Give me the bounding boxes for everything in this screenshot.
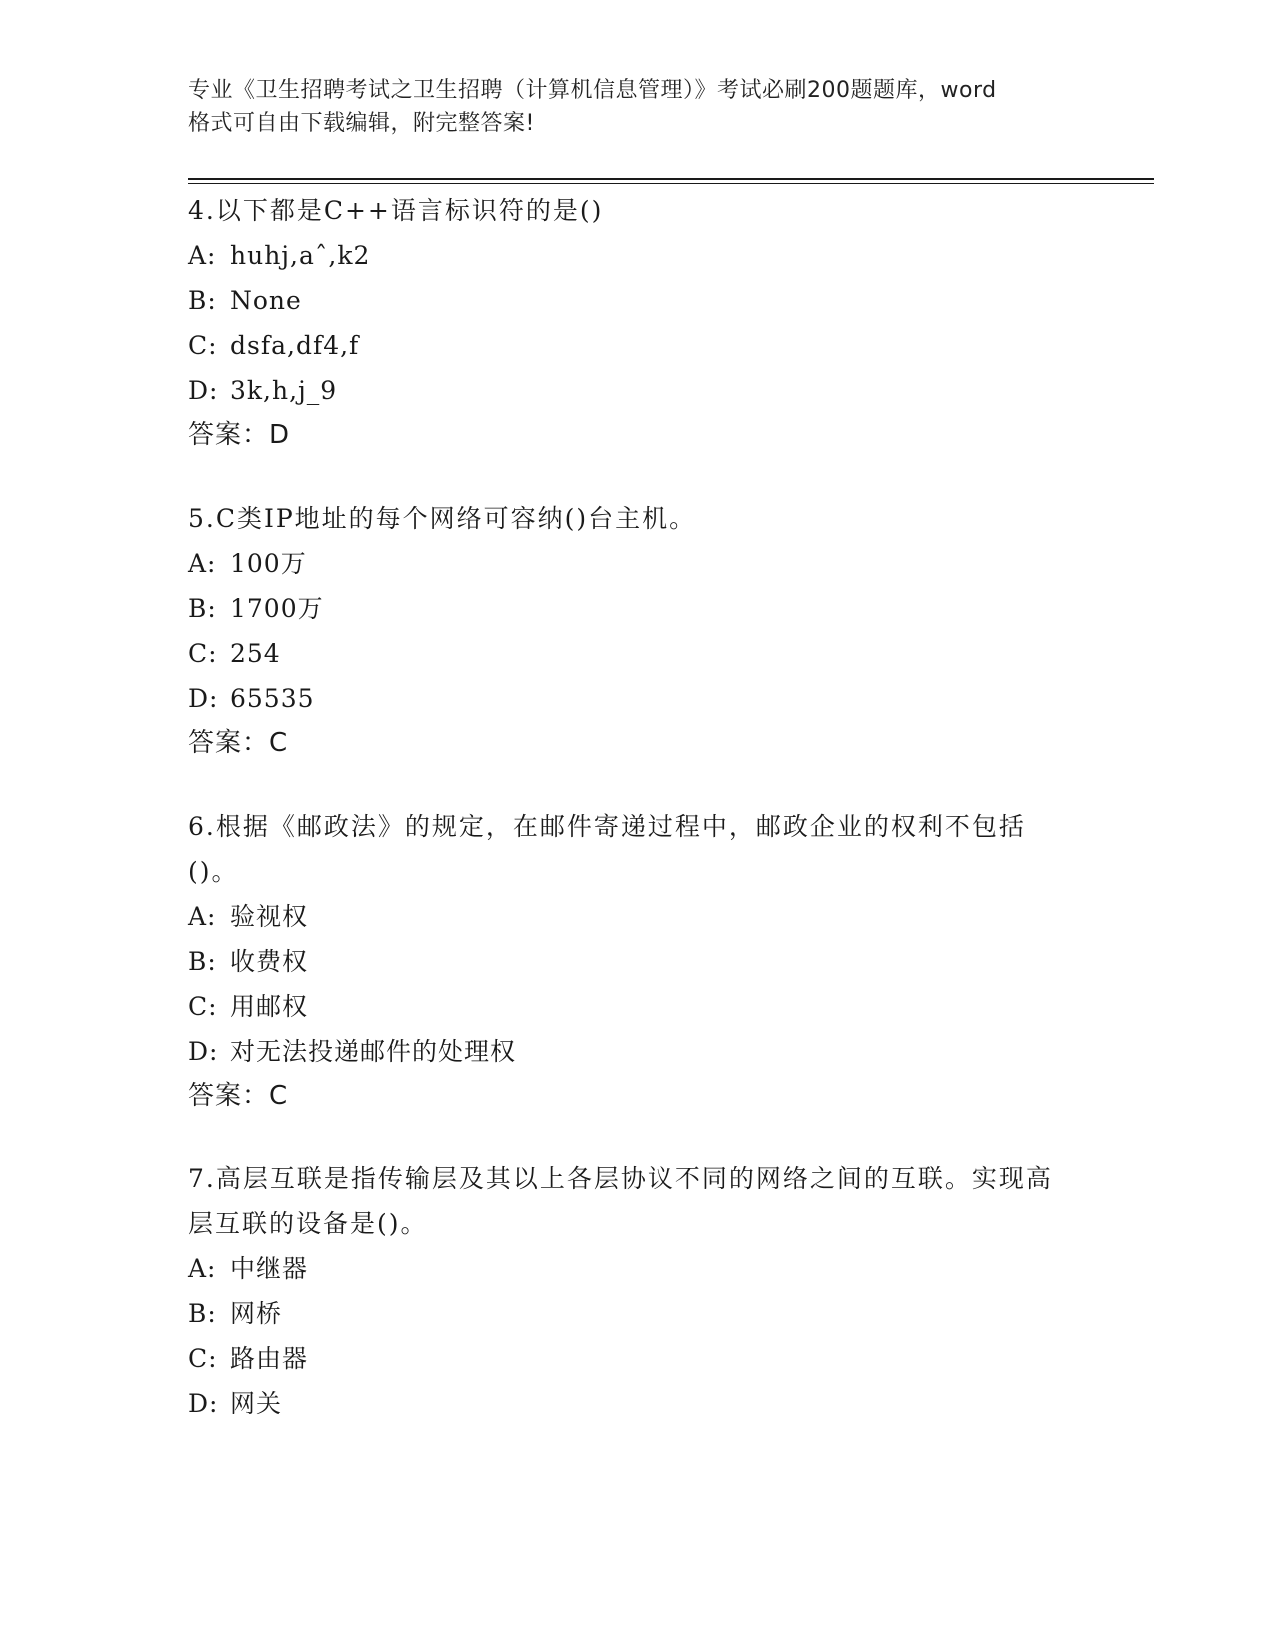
header-rule-thin <box>188 183 1154 184</box>
option-label: D: <box>188 376 219 405</box>
header-rule-thick <box>188 178 1154 180</box>
option-c <box>188 323 1068 368</box>
option-d <box>188 1381 1068 1426</box>
option-label: B: <box>188 1299 217 1328</box>
option-label: A: <box>188 1254 217 1283</box>
option-a <box>188 1246 1068 1291</box>
option-d <box>188 368 1068 413</box>
option-text: 网关 <box>230 1389 283 1418</box>
header-line-2: 格式可自由下载编辑，附完整答案! <box>188 111 535 136</box>
question-stem: 7.高层互联是指传输层及其以上各层协议不同的网络之间的互联。实现高层互联的设备是()。 <box>188 1164 1053 1238</box>
question-4 <box>188 188 1068 458</box>
answer-line: 答案：C <box>188 728 289 758</box>
option-text: 254 <box>230 639 281 668</box>
question-6 <box>188 804 1068 1119</box>
option-label: A: <box>188 241 217 270</box>
option-text: 3k,h,j_9 <box>230 376 338 405</box>
question-stem: 5.C类IP地址的每个网络可容纳()台主机。 <box>188 504 697 533</box>
option-a <box>188 233 1068 278</box>
option-text: huhj,aˆ,k2 <box>230 241 371 270</box>
option-text: 用邮权 <box>230 992 309 1021</box>
option-text: 65535 <box>230 684 315 713</box>
option-label: A: <box>188 902 217 931</box>
document-header <box>188 74 1088 140</box>
option-b <box>188 939 1068 984</box>
option-label: C: <box>188 992 218 1021</box>
question-stem: 4.以下都是C++语言标识符的是() <box>188 196 604 225</box>
question-7 <box>188 1156 1068 1426</box>
option-label: C: <box>188 331 218 360</box>
option-label: D: <box>188 1037 219 1066</box>
option-text: 路由器 <box>230 1344 309 1373</box>
option-c <box>188 1336 1068 1381</box>
option-b <box>188 586 1068 631</box>
option-c <box>188 984 1068 1029</box>
option-label: A: <box>188 549 217 578</box>
answer-line: 答案：C <box>188 1081 289 1111</box>
answer-line: 答案：D <box>188 420 291 450</box>
option-text: 验视权 <box>230 902 309 931</box>
option-label: B: <box>188 594 217 623</box>
option-label: C: <box>188 1344 218 1373</box>
header-line-1: 专业《卫生招聘考试之卫生招聘（计算机信息管理）》考试必刷200题题库，word <box>188 78 997 103</box>
option-label: D: <box>188 1389 219 1418</box>
option-label: B: <box>188 286 217 315</box>
option-label: B: <box>188 947 217 976</box>
option-b <box>188 1291 1068 1336</box>
option-d <box>188 676 1068 721</box>
option-text: 对无法投递邮件的处理权 <box>230 1037 517 1066</box>
option-d <box>188 1029 1068 1074</box>
question-stem: 6.根据《邮政法》的规定，在邮件寄递过程中，邮政企业的权利不包括()。 <box>188 812 1026 886</box>
option-text: dsfa,df4,f <box>230 331 360 360</box>
question-5 <box>188 496 1068 766</box>
option-text: 中继器 <box>230 1254 309 1283</box>
option-label: D: <box>188 684 219 713</box>
option-a <box>188 541 1068 586</box>
option-text: 1700万 <box>230 594 324 623</box>
option-text: 网桥 <box>230 1299 283 1328</box>
option-c <box>188 631 1068 676</box>
option-text: None <box>230 286 302 315</box>
option-text: 收费权 <box>230 947 309 976</box>
option-text: 100万 <box>230 549 307 578</box>
option-label: C: <box>188 639 218 668</box>
option-a <box>188 894 1068 939</box>
option-b <box>188 278 1068 323</box>
